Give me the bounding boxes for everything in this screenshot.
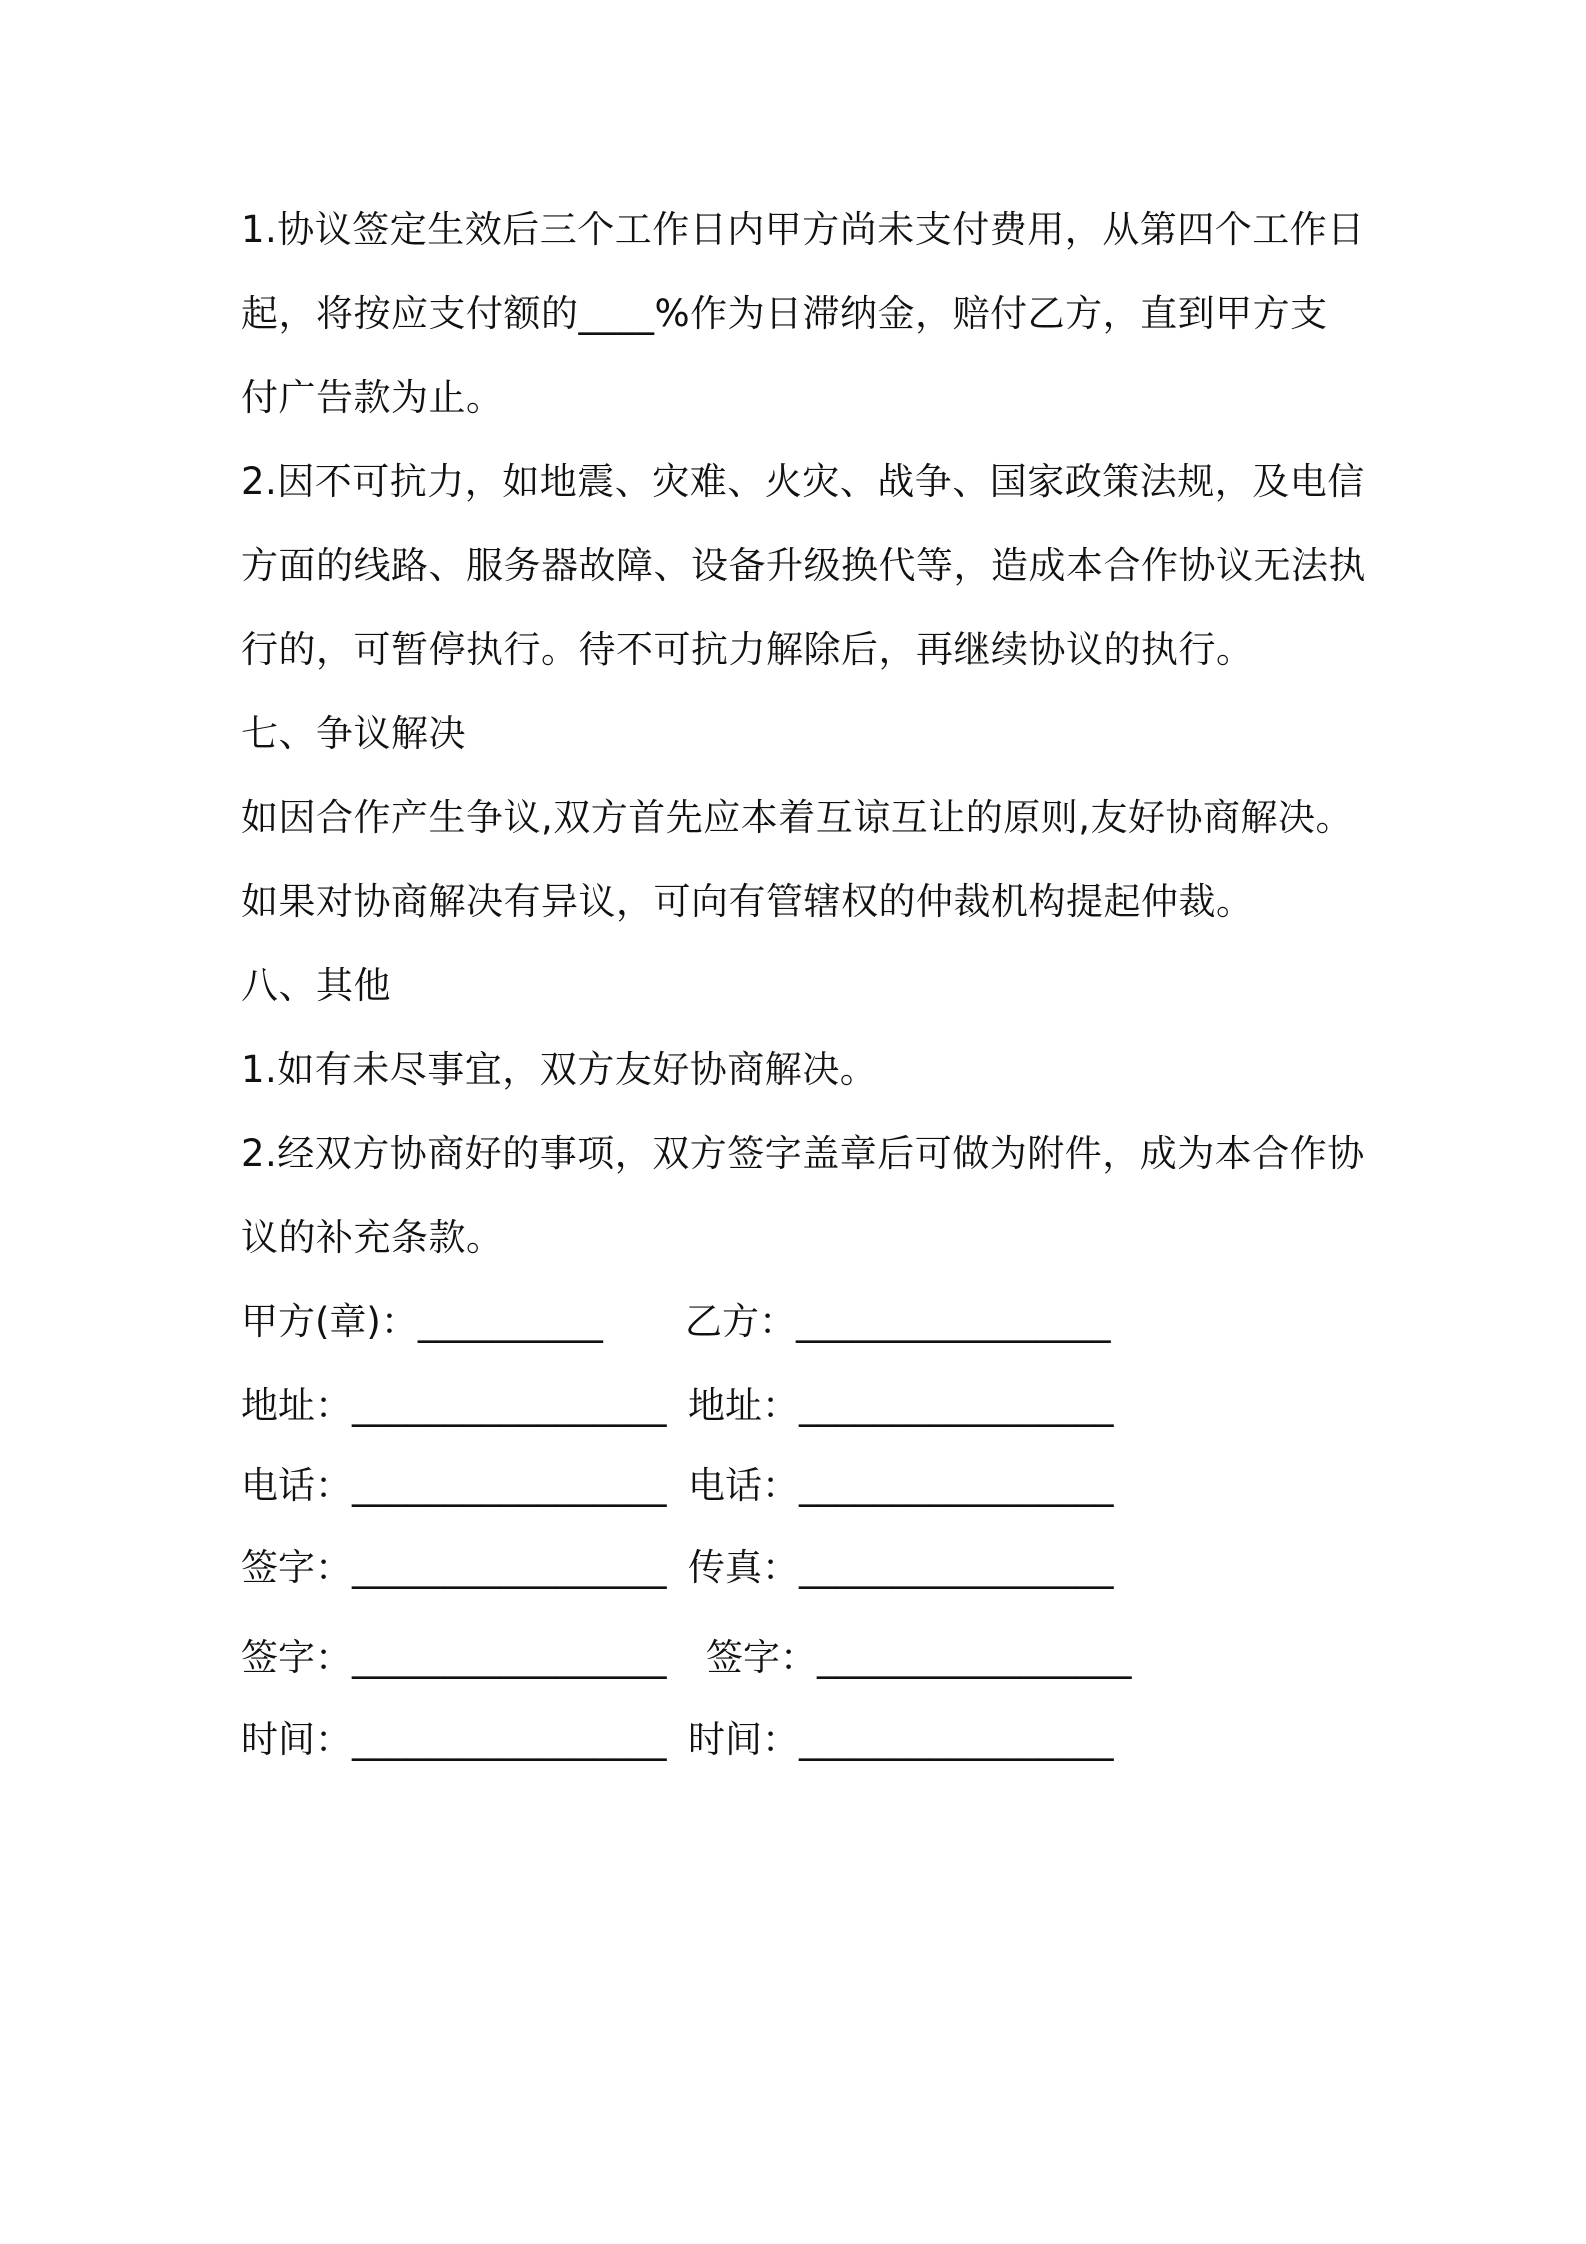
address-a-blank: _________________ [352,1384,667,1427]
section-8-item-2-line-2: 议的补充条款。 [241,1216,504,1259]
address-b-label: 地址： [688,1384,799,1427]
clause-1-line-1: 1.协议签定生效后三个工作日内甲方尚未支付费用，从第四个工作日 [241,208,1365,251]
sign-b-label: 签字： [706,1636,817,1679]
signature-row-4-right [688,1540,1114,1596]
signature-row-1-left [241,1294,603,1350]
phone-a-label: 电话： [241,1464,352,1507]
signature-row-5-right [706,1630,1132,1686]
section-8-heading: 八、其他 [241,964,391,1007]
party-a-seal-blank: __________ [417,1300,603,1343]
clause-2-line-3: 行的，可暂停执行。待不可抗力解除后，再继续协议的执行。 [241,628,1254,671]
sign-b-blank: _________________ [817,1636,1132,1679]
phone-b-label: 电话： [688,1464,799,1507]
date-b-label: 时间： [688,1718,799,1761]
fax-b-label: 传真： [688,1546,799,1589]
party-b-blank: _________________ [796,1300,1111,1343]
clause-2-line-1: 2.因不可抗力，如地震、灾难、火灾、战争、国家政策法规，及电信 [241,460,1365,503]
signature-row-4-left [241,1540,667,1596]
phone-a-blank: _________________ [352,1464,667,1507]
signature-row-3-right [688,1458,1114,1514]
address-a-label: 地址： [241,1384,352,1427]
signature-row-6-right [688,1712,1114,1768]
section-7-paragraph-2: 如果对协商解决有异议，可向有管辖权的仲裁机构提起仲裁。 [241,880,1254,923]
sign-a-2-blank: _________________ [352,1636,667,1679]
signature-row-2-right [688,1378,1114,1434]
date-a-blank: _________________ [352,1718,667,1761]
date-a-label: 时间： [241,1718,352,1761]
phone-b-blank: _________________ [799,1464,1114,1507]
section-8-item-2-line-1: 2.经双方协商好的事项，双方签字盖章后可做为附件，成为本合作协 [241,1132,1365,1175]
section-8-item-1: 1.如有未尽事宜，双方友好协商解决。 [241,1048,878,1091]
sign-a-2-label: 签字： [241,1636,352,1679]
signature-row-2-left [241,1378,667,1434]
fax-b-blank: _________________ [799,1546,1114,1589]
sign-a-blank: _________________ [352,1546,667,1589]
signature-row-6-left [241,1712,667,1768]
section-7-paragraph-1: 如因合作产生争议,双方首先应本着互谅互让的原则,友好协商解决。 [241,796,1354,839]
clause-2-line-2: 方面的线路、服务器故障、设备升级换代等，造成本合作协议无法执 [241,544,1366,587]
party-a-seal-label: 甲方(章)： [241,1300,418,1343]
signature-row-5-left [241,1630,667,1686]
sign-a-label: 签字： [241,1546,352,1589]
signature-row-1-right [685,1294,1111,1350]
party-b-label: 乙方： [685,1300,796,1343]
section-7-heading: 七、争议解决 [241,712,466,755]
address-b-blank: _________________ [799,1384,1114,1427]
clause-1-line-2: 起，将按应支付额的____%作为日滞纳金，赔付乙方，直到甲方支 [241,292,1328,335]
clause-1-line-3: 付广告款为止。 [241,376,504,419]
date-b-blank: _________________ [799,1718,1114,1761]
signature-row-3-left [241,1458,667,1514]
